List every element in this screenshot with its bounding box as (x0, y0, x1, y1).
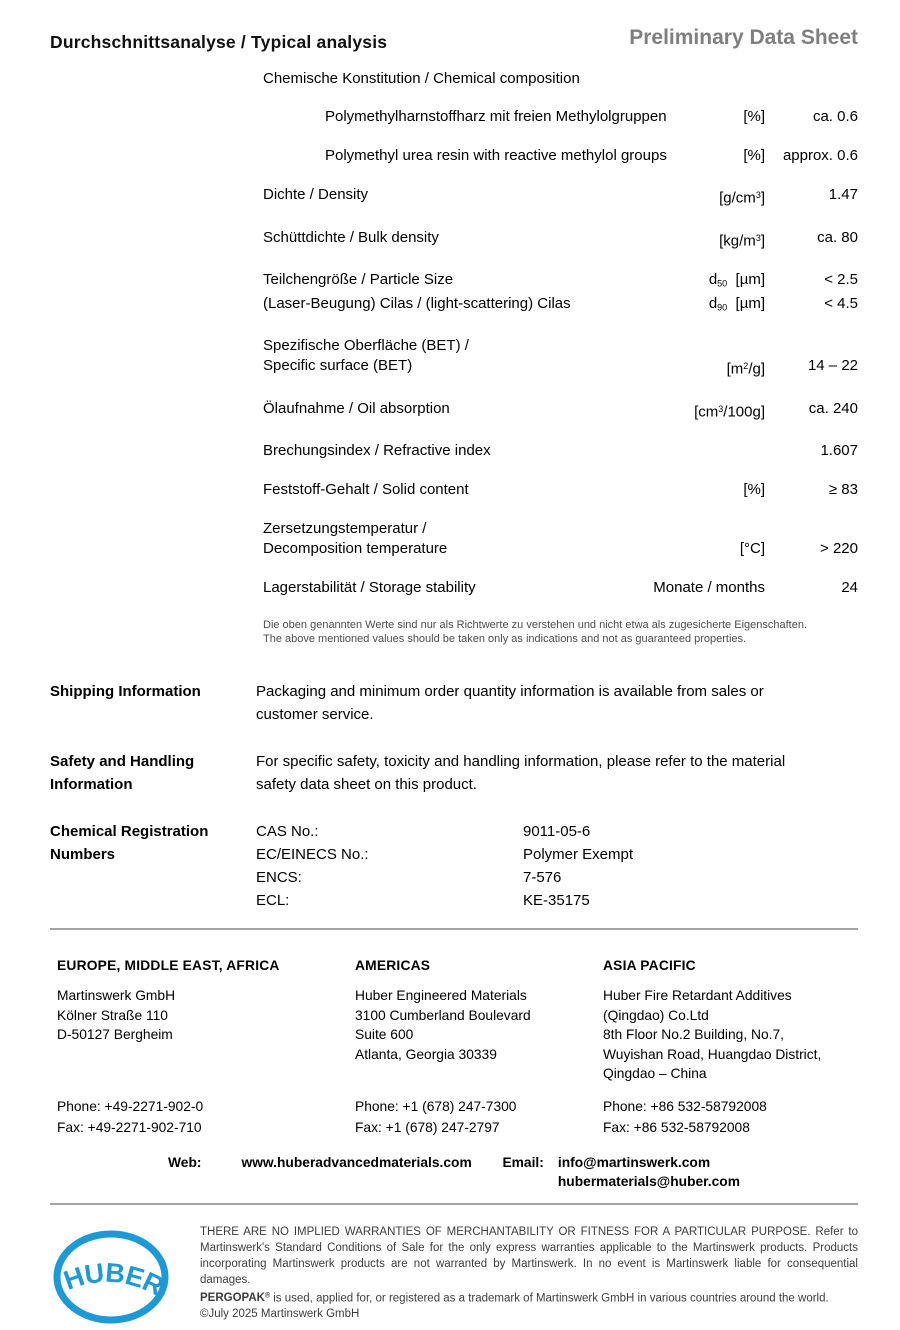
address-line: 8th Floor No.2 Building, No.7, (603, 1027, 784, 1043)
analysis-value: ≥ 83 (828, 481, 858, 499)
safety-label: Safety and Handling Information (50, 753, 195, 794)
email-label: Email: (502, 1154, 544, 1170)
contact-phones (50, 1096, 858, 1138)
web-url[interactable]: www.huberadvancedmaterials.com (241, 1154, 472, 1170)
analysis-unit (615, 519, 765, 539)
analysis-property-label: (Laser-Beugung) Cilas / (light-scattering) Cilas (263, 294, 571, 312)
registration-key: ENCS: (256, 869, 302, 887)
analysis-unit: [%] (743, 481, 765, 499)
analysis-line (263, 294, 858, 318)
analysis-unit: $d_{90}$ [µm] (708, 294, 765, 313)
analysis-unit (615, 441, 765, 461)
email-addresses[interactable] (558, 1153, 740, 1191)
page-header (50, 26, 858, 53)
fax-line: Fax: +1 (678) 247-2797 (355, 1119, 500, 1135)
analysis-group (263, 441, 858, 461)
analysis-line (263, 356, 858, 380)
page-title: Durchschnittsanalyse / Typical analysis (50, 32, 388, 52)
analysis-unit: [%] (743, 108, 765, 125)
analysis-group (263, 146, 858, 166)
shipping-label: Shipping Information (50, 683, 201, 701)
analysis-value: ca. 0.6 (812, 108, 858, 125)
analysis-value: < 2.5 (824, 271, 858, 288)
address-line: Qingdao – China (603, 1066, 707, 1082)
spacer (50, 1153, 168, 1191)
email-address: info@martinswerk.com (557, 1154, 711, 1170)
analysis-value: > 220 (820, 540, 858, 558)
analysis-group (263, 107, 858, 127)
huber-logo (50, 1221, 200, 1330)
analysis-line (263, 146, 858, 166)
analysis-value: 1.47 (828, 186, 858, 203)
registration-key: EC/EINECS No.: (256, 846, 369, 864)
analysis-value: approx. 0.6 (782, 147, 858, 164)
analysis-property-label: Schüttdichte / Bulk density (263, 228, 439, 246)
legal-warranty: THERE ARE NO IMPLIED WARRANTIES OF MERCHANTABILITY OR FITNESS FOR A PARTICULAR PURPOSE. Refer to Martinswerk's Standard Conditions of Sale for the only express warranties applicable to the Martinswerk products. Products incorporating Martinswerk products are not warranted by Martinswerk. In no event is Martinswerk liable for consequential damages. (200, 1225, 858, 1286)
registration-value: Polymer Exempt (523, 846, 634, 864)
analysis-unit: Monate / months (653, 579, 765, 597)
analysis-line (263, 107, 858, 127)
disclaimer-line: The above mentioned values should be taken only as indications and not as guaranteed properties. (263, 633, 747, 646)
phone-line: Phone: +1 (678) 247-7300 (355, 1098, 517, 1114)
email-group (502, 1153, 740, 1191)
analysis-value: < 4.5 (824, 294, 858, 312)
analysis-unit: $[m^2/g]$ (726, 360, 765, 378)
registration-key: ECL: (256, 892, 290, 910)
address-line: Martinswerk GmbH (57, 988, 176, 1004)
huber-logo-icon (52, 1229, 170, 1325)
registration-value: 9011-05-6 (523, 823, 591, 841)
analysis-property-label: Polymethyl urea resin with reactive methylol groups (325, 147, 667, 164)
contact-addresses (50, 958, 858, 1084)
analysis-group (263, 578, 858, 598)
analysis-section (263, 69, 858, 646)
phone-line: Phone: +49-2271-902-0 (57, 1098, 204, 1114)
fax-line: Fax: +86 532-58792008 (603, 1119, 750, 1135)
registration-row (256, 843, 858, 866)
address-line: Wuyishan Road, Huangdao District, (603, 1046, 822, 1062)
analysis-group (263, 480, 858, 500)
analysis-value: ca. 80 (817, 228, 858, 246)
analysis-group (263, 185, 858, 209)
safety-text: For specific safety, toxicity and handling information, please refer to the material safety data sheet on this product. (256, 753, 786, 794)
contact-column-2 (355, 958, 603, 1084)
registration-row (256, 820, 858, 843)
analysis-group (263, 399, 858, 423)
analysis-value: 1.607 (820, 442, 858, 460)
registration-label: Chemical Registration Numbers (50, 823, 209, 864)
analysis-section-title: Chemische Konstitution / Chemical composition (263, 70, 580, 87)
analysis-property-label: Specific surface (BET) (263, 357, 413, 375)
contact-column-3 (603, 958, 858, 1084)
legal-trademark (200, 1289, 858, 1307)
analysis-group (263, 228, 858, 252)
email-address: hubermaterials@huber.com (557, 1173, 740, 1189)
disclaimer (263, 618, 873, 646)
analysis-line (263, 228, 858, 252)
analysis-unit: $[g/cm^3]$ (719, 189, 765, 207)
shipping-section (50, 680, 858, 726)
analysis-line (263, 519, 858, 539)
registration-section (50, 820, 858, 912)
analysis-property-label: Zersetzungstemperatur / (263, 520, 427, 538)
registration-row (256, 889, 858, 912)
legal-copyright: ©July 2025 Martinswerk GmbH (200, 1307, 360, 1320)
address-line: 3100 Cumberland Boulevard (355, 1007, 531, 1023)
region-heading: ASIA PACIFIC (603, 958, 696, 974)
address-line: Atlanta, Georgia 30339 (355, 1046, 497, 1062)
trademark-rest: is used, applied for, or registered as a trademark of Martinswerk GmbH in various countries around the world. (270, 1291, 829, 1304)
address-line: Kölner Straße 110 (57, 1007, 168, 1023)
analysis-line (263, 399, 858, 423)
analysis-group (263, 336, 858, 380)
trademark-brand: PERGOPAK® (200, 1291, 271, 1304)
registration-row (256, 866, 858, 889)
analysis-line (263, 539, 858, 559)
analysis-line (263, 441, 858, 461)
region-heading: EUROPE, MIDDLE EAST, AFRICA (57, 958, 280, 974)
bottom-block (50, 1221, 858, 1330)
analysis-line (263, 336, 858, 356)
svg-text:HUBER: HUBER (59, 1257, 169, 1302)
contact-phone-column-1 (57, 1096, 355, 1138)
analysis-unit: [°C] (739, 540, 765, 558)
legal-divider (50, 1203, 858, 1205)
address-line: Huber Engineered Materials (355, 988, 527, 1004)
analysis-line (263, 480, 858, 500)
address-line: D-50127 Bergheim (57, 1027, 173, 1043)
registration-table (256, 820, 858, 912)
analysis-group (263, 519, 858, 559)
analysis-value: 14 – 22 (807, 357, 858, 375)
analysis-property-label: Lagerstabilität / Storage stability (263, 579, 476, 597)
registration-value: 7-576 (523, 869, 562, 887)
legal-text (200, 1221, 858, 1330)
analysis-property-label: Dichte / Density (263, 186, 369, 203)
analysis-property-label: Brechungsindex / Refractive index (263, 442, 491, 460)
fax-line: Fax: +49-2271-902-710 (57, 1119, 202, 1135)
safety-section (50, 750, 858, 796)
analysis-value (765, 519, 858, 539)
contact-phone-column-2 (355, 1096, 603, 1138)
address-line: (Qingdao) Co.Ltd (603, 1007, 709, 1023)
analysis-group (263, 270, 858, 317)
analysis-value: ca. 240 (808, 399, 858, 417)
address-line: Huber Fire Retardant Additives (603, 988, 792, 1004)
analysis-property-label: Teilchengröße / Particle Size (263, 271, 454, 288)
analysis-unit (615, 336, 765, 356)
address-line: Suite 600 (355, 1027, 414, 1043)
analysis-property-label: Decomposition temperature (263, 540, 448, 558)
analysis-unit: $[cm^3/100g]$ (694, 403, 765, 421)
contact-column-1 (57, 958, 355, 1084)
analysis-unit: [%] (743, 147, 765, 164)
analysis-line (263, 185, 858, 209)
web-label: Web: (168, 1154, 202, 1170)
analysis-unit: $[kg/m^3]$ (719, 232, 765, 249)
web-email-row (50, 1153, 858, 1191)
region-heading: AMERICAS (355, 958, 431, 974)
analysis-property-label: Feststoff-Gehalt / Solid content (263, 481, 469, 499)
disclaimer-line: Die oben genannten Werte sind nur als Richtwerte zu verstehen und nicht etwa als zugesicherte Eigenschaften. (263, 619, 808, 632)
analysis-rows (263, 107, 858, 598)
registration-key: CAS No.: (256, 823, 319, 841)
footer-divider (50, 928, 858, 930)
analysis-property-label: Ölaufnahme / Oil absorption (263, 399, 450, 417)
analysis-value: 24 (841, 579, 858, 597)
analysis-unit: $d_{50}$ [µm] (708, 271, 765, 289)
registration-value: KE-35175 (523, 892, 590, 910)
analysis-property-label: Spezifische Oberfläche (BET) / (263, 337, 469, 355)
analysis-value (765, 336, 858, 356)
shipping-text: Packaging and minimum order quantity information is available from sales or customer service. (256, 683, 764, 724)
analysis-line (263, 578, 858, 598)
phone-line: Phone: +86 532-58792008 (603, 1098, 767, 1114)
analysis-line (263, 270, 858, 294)
preliminary-badge: Preliminary Data Sheet (629, 26, 858, 49)
analysis-property-label: Polymethylharnstoffharz mit freien Methylolgruppen (325, 108, 667, 125)
contact-phone-column-3 (603, 1096, 858, 1138)
